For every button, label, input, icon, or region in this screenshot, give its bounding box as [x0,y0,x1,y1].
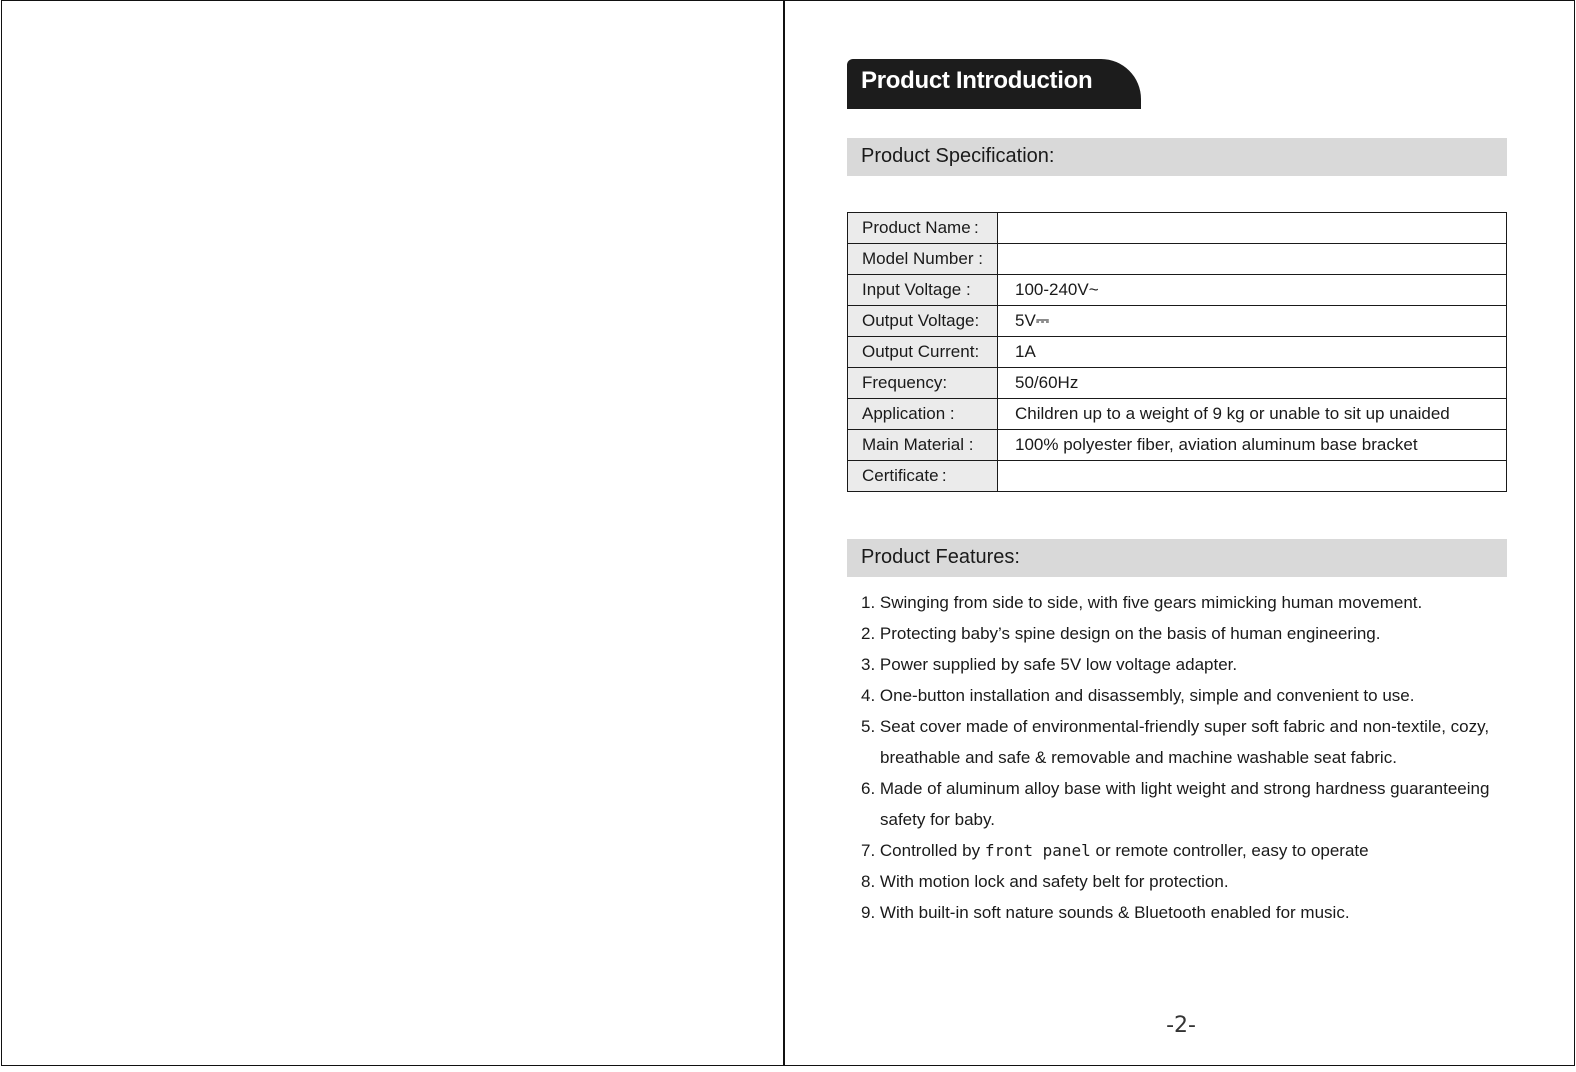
spec-table [847,212,1507,492]
spec-value: 1A [998,337,1507,368]
page-number: -2- [1166,1013,1196,1038]
feature-7-lead: 7. Controlled by [861,841,981,860]
list-item: 3. Power supplied by safe 5V low voltage adapter. [861,655,1238,674]
table-row [848,461,1507,492]
table-row [848,337,1507,368]
table-row [848,399,1507,430]
list-item: 1. Swinging from side to side, with five gears mimicking human movement. [861,593,1423,612]
list-item: 2. Protecting baby’s spine design on the basis of human engineering. [861,624,1381,643]
list-item: 5. Seat cover made of environmental-friendly super soft fabric and non-textile, cozy, breathable and safe & removable and machine washable seat fabric. [861,717,1490,767]
left-page-blank [1,0,783,1066]
spec-value: 100% polyester fiber, aviation aluminum base bracket [998,430,1507,461]
spec-label: Model Number : [848,244,998,275]
spec-label: Application : [848,399,998,430]
table-row [848,368,1507,399]
spec-label: Output Current: [848,337,998,368]
spec-value: 5V⎓ [998,306,1507,337]
list-item: 8. With motion lock and safety belt for protection. [861,872,1229,891]
spec-value: Children up to a weight of 9 kg or unable to sit up unaided [998,399,1507,430]
features-list [861,587,1511,928]
spec-value [998,244,1507,275]
spec-value [998,461,1507,492]
spec-label: Input Voltage : [848,275,998,306]
spec-value [998,213,1507,244]
spec-value: 50/60Hz [998,368,1507,399]
table-row [848,430,1507,461]
feature-7-mono: front panel [984,841,1091,860]
table-row [848,275,1507,306]
spec-label: Product Name : [848,213,998,244]
spec-label: Frequency: [848,368,998,399]
spec-label: Output Voltage: [848,306,998,337]
spec-value: 100-240V~ [998,275,1507,306]
feature-7-tail: or remote controller, easy to operate [1095,841,1369,860]
spec-heading: Product Specification: [847,138,1507,176]
list-item: 4. One-button installation and disassembly, simple and convenient to use. [861,686,1415,705]
list-item [861,835,1511,866]
features-heading: Product Features: [847,539,1507,577]
table-row [848,213,1507,244]
section-title-tab: Product Introduction [847,59,1141,109]
table-row [848,306,1507,337]
list-item: 9. With built-in soft nature sounds & Bluetooth enabled for music. [861,903,1350,922]
list-item: 6. Made of aluminum alloy base with light weight and strong hardness guaranteeing safety for baby. [861,779,1490,829]
table-row [848,244,1507,275]
spec-label: Certificate : [848,461,998,492]
right-page [783,0,1575,1066]
spec-label: Main Material : [848,430,998,461]
